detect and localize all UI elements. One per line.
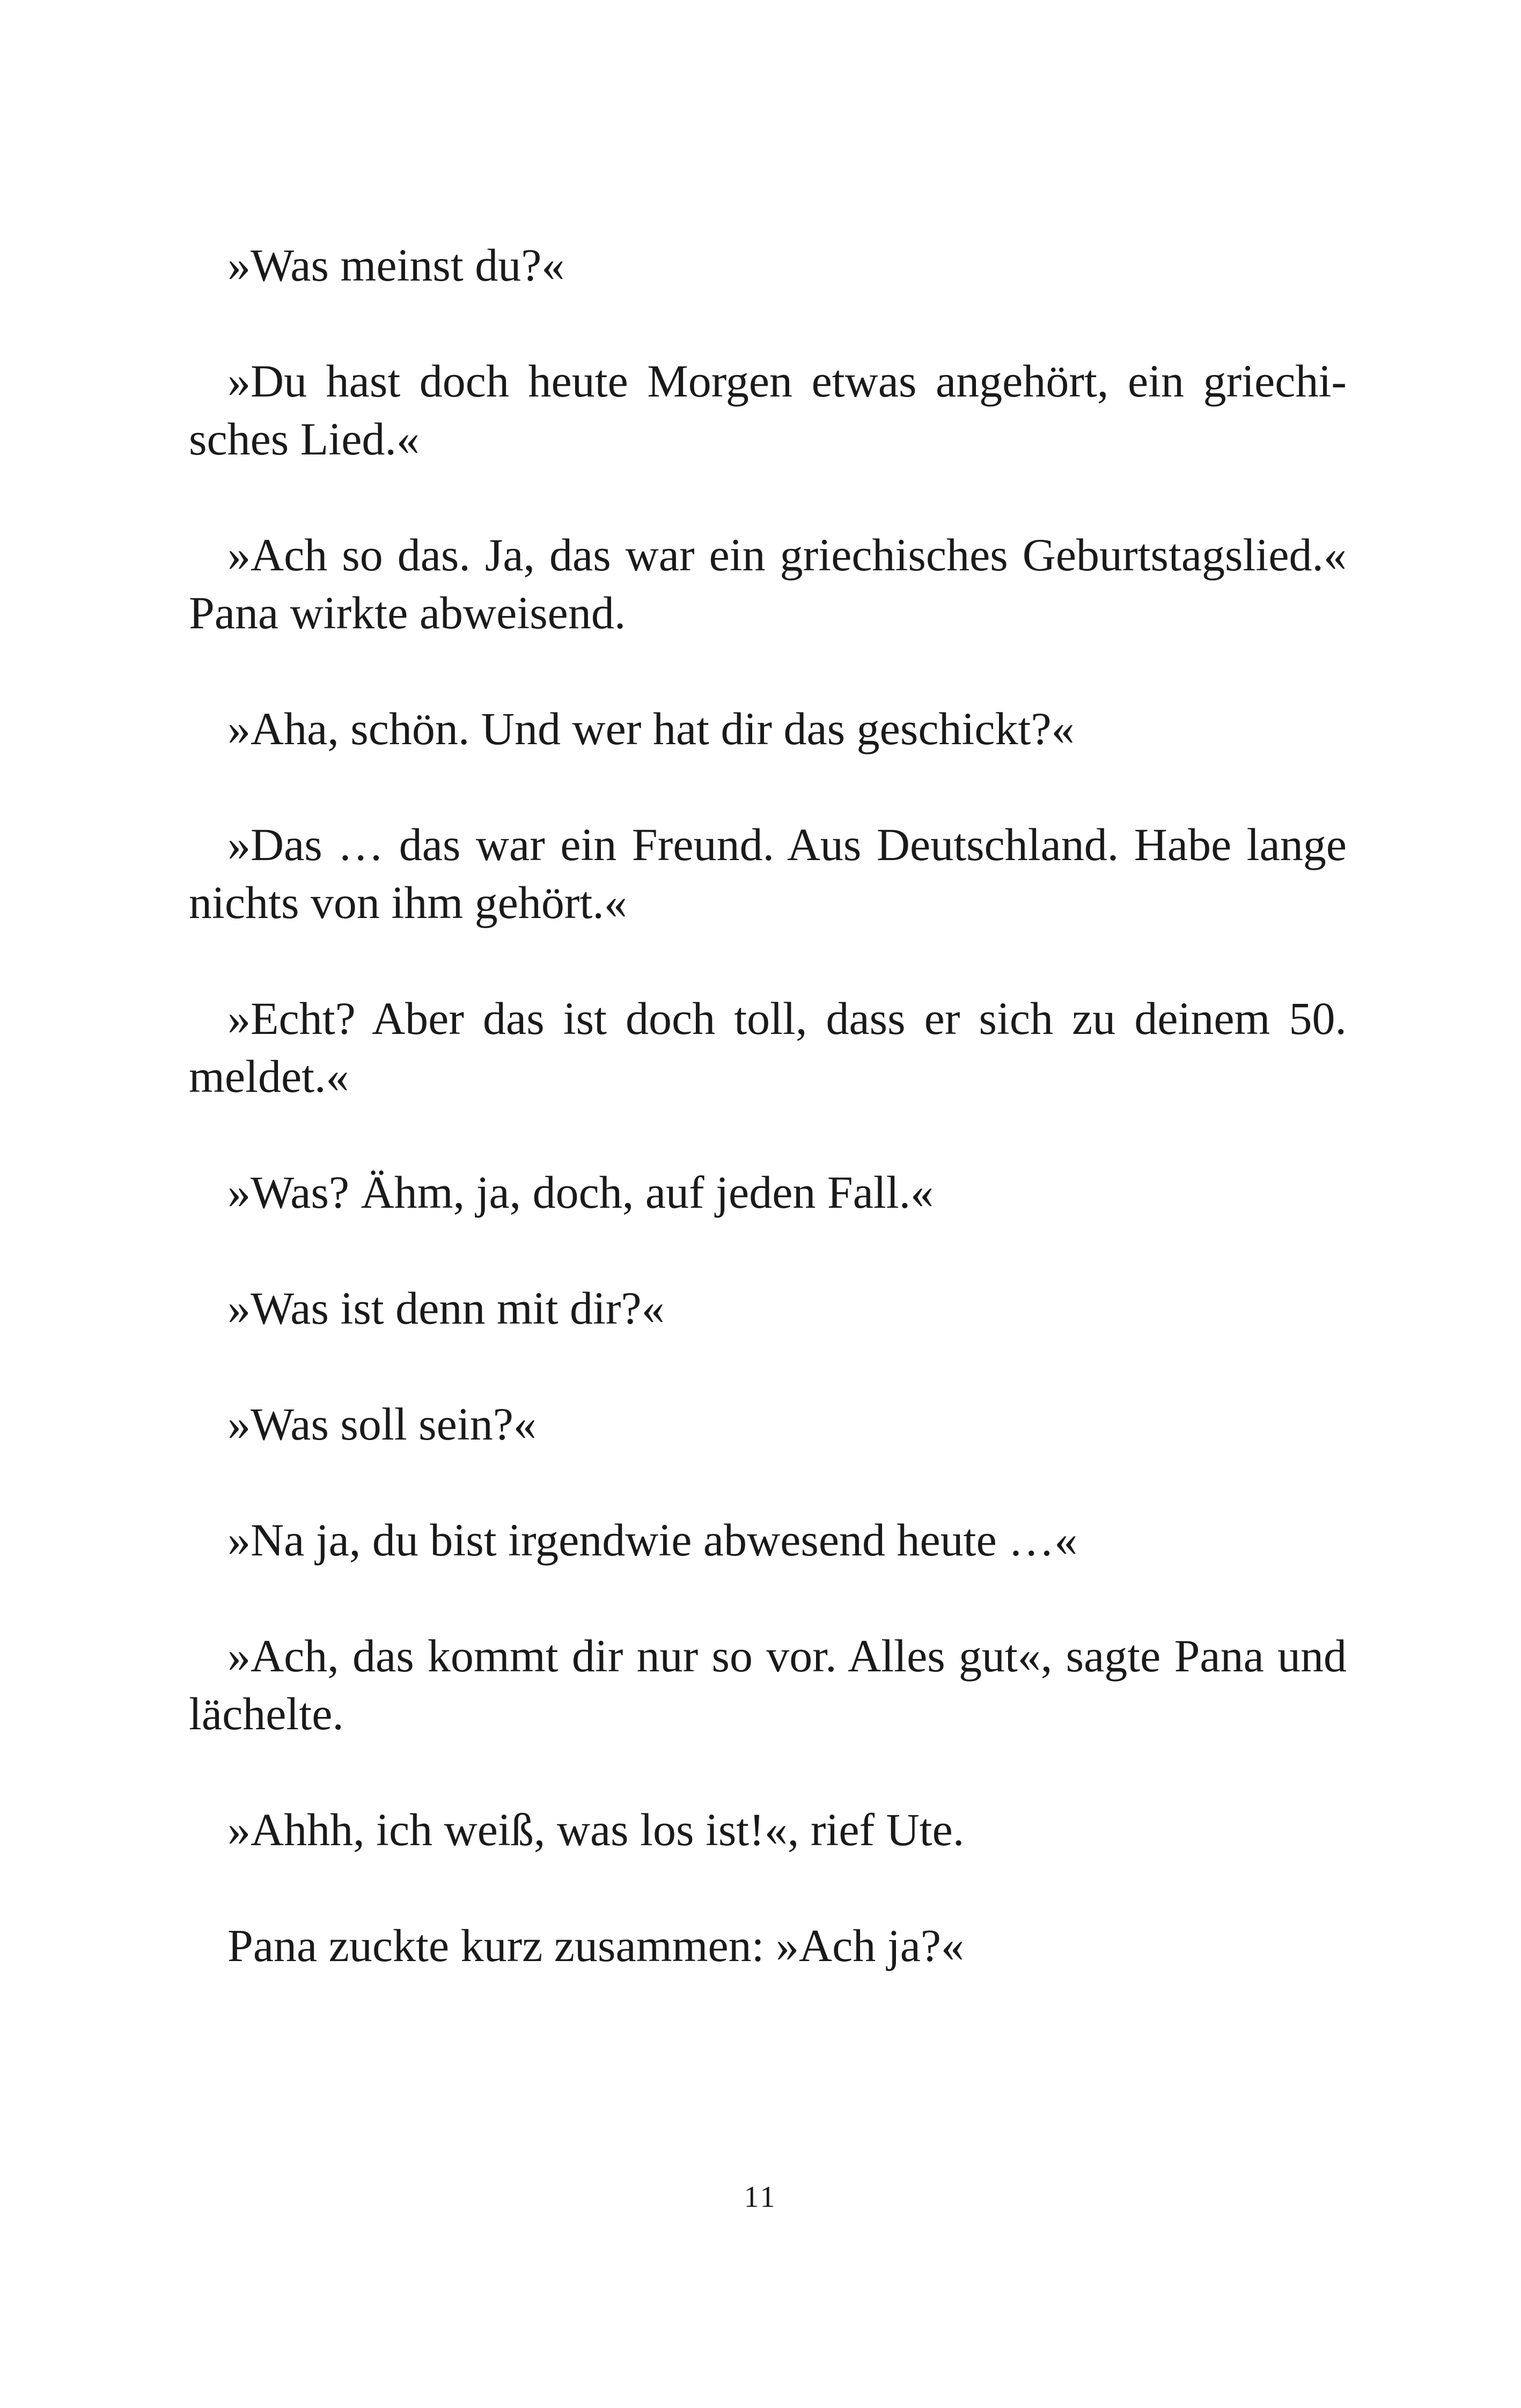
paragraph: »Ach so das. Ja, das war ein griechisches Geburtstagslied.« Pana wirkte abweisend. [189,529,1347,638]
paragraph: »Du hast doch heute Morgen etwas angehört, ein griechisches Lied.« [189,355,1347,465]
body-text [189,236,1347,1974]
paragraph: »Was soll sein?« [227,1398,537,1450]
paragraph: »Na ja, du bist irgendwie abwesend heute …« [227,1514,1078,1566]
paragraph: »Was ist denn mit dir?« [227,1282,665,1334]
paragraph: »Was meinst du?« [227,239,565,291]
paragraph: »Ahhh, ich weiß, was los ist!«, rief Ute. [227,1804,965,1855]
paragraph: »Echt? Aber das ist doch toll, dass er sich zu deinem 50. meldet.« [189,993,1347,1102]
paragraph: »Was? Ähm, ja, doch, auf jeden Fall.« [227,1166,934,1218]
paragraph: »Das … das war ein Freund. Aus Deutschland. Habe lange nichts von ihm gehört.« [189,819,1347,928]
paragraph: »Aha, schön. Und wer hat dir das geschickt?« [227,703,1075,754]
paragraph: »Ach, das kommt dir nur so vor. Alles gut«, sagte Pana und lächelte. [189,1630,1347,1739]
paragraph: Pana zuckte kurz zusammen: »Ach ja?« [227,1920,965,1971]
page-number: 11 [744,2181,777,2214]
